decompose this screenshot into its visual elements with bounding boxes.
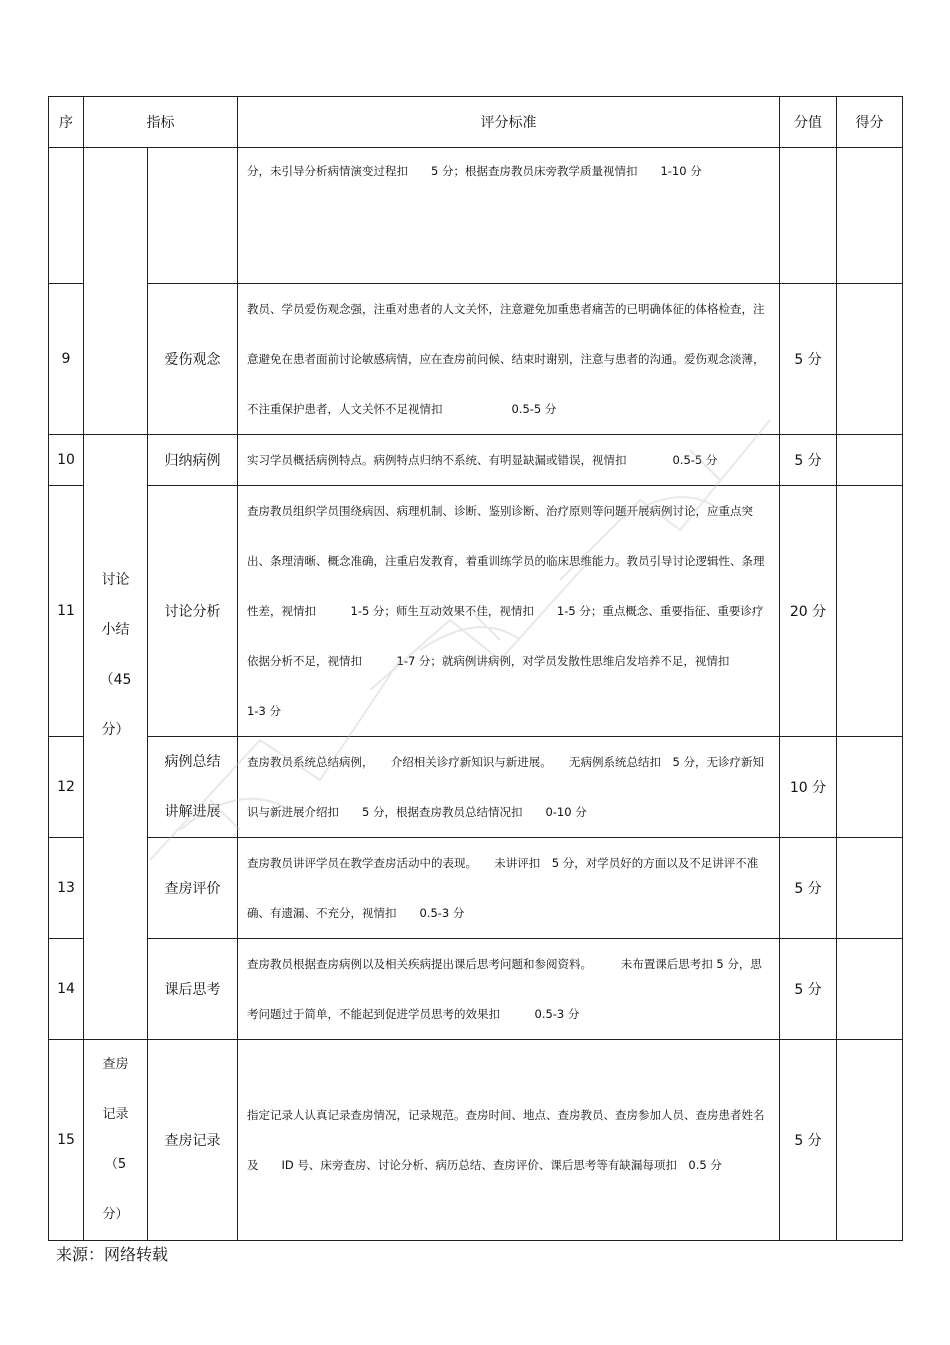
table-row xyxy=(49,435,903,486)
table-row xyxy=(49,939,903,1040)
row-seq: 9 xyxy=(49,284,84,435)
table-row xyxy=(49,1040,903,1241)
row-seq: 15 xyxy=(49,1040,84,1241)
row-score xyxy=(837,1040,903,1241)
row-indicator-label: 病例总结讲解进展 xyxy=(164,754,221,820)
row-indicator: 查房记录 xyxy=(148,1040,238,1241)
header-criteria: 评分标准 xyxy=(238,97,780,148)
source-note: 来源：网络转载 xyxy=(56,1245,169,1264)
row-indicator: 讨论分析 xyxy=(148,486,238,737)
row-indicator: 爱伤观念 xyxy=(148,284,238,435)
header-indicator: 指标 xyxy=(84,97,238,148)
row-value: 5 分 xyxy=(780,284,837,435)
scoring-table xyxy=(48,96,903,1241)
row-value: 5 分 xyxy=(780,1040,837,1241)
row-value: 20 分 xyxy=(780,486,837,737)
row-score xyxy=(837,148,903,284)
category-discussion xyxy=(84,435,148,1040)
row-score xyxy=(837,939,903,1040)
row-indicator xyxy=(148,737,238,838)
header-value: 分值 xyxy=(780,97,837,148)
row-seq: 13 xyxy=(49,838,84,939)
row-indicator: 课后思考 xyxy=(148,939,238,1040)
table-row xyxy=(49,284,903,435)
row-score xyxy=(837,838,903,939)
table-header-row xyxy=(49,97,903,148)
header-seq: 序 xyxy=(49,97,84,148)
row-value: 5 分 xyxy=(780,838,837,939)
category-discussion-label: 讨论小结（45分） xyxy=(99,572,132,738)
row-value: 10 分 xyxy=(780,737,837,838)
row-score xyxy=(837,737,903,838)
row-score xyxy=(837,435,903,486)
row-criteria: 实习学员概括病例特点。病例特点归纳不系统、有明显缺漏或错误，视情扣 0.5-5 分 xyxy=(238,435,780,486)
row-value: 5 分 xyxy=(780,435,837,486)
table-row xyxy=(49,148,903,284)
row-criteria: 查房教员根据查房病例以及相关疾病提出课后思考问题和参阅资料。 未布置课后思考扣 5 分，思考问题过于简单，不能起到促进学员思考的效果扣 0.5-3 分 xyxy=(238,939,780,1040)
row-criteria: 查房教员讲评学员在教学查房活动中的表现。 未讲评扣 5 分，对学员好的方面以及不足讲评不准确、有遗漏、不充分，视情扣 0.5-3 分 xyxy=(238,838,780,939)
table-row xyxy=(49,838,903,939)
table-row xyxy=(49,486,903,737)
row-indicator: 查房评价 xyxy=(148,838,238,939)
row-criteria: 教员、学员爱伤观念强，注重对患者的人文关怀，注意避免加重患者痛苦的已明确体征的体格检查，注意避免在患者面前讨论敏感病情，应在查房前问候、结束时谢别，注意与患者的沟通。爱伤观念淡薄，不注重保护患者，人文关怀不足视情扣 0.5-5 分 xyxy=(238,284,780,435)
row-criteria: 分，未引导分析病情演变过程扣 5 分；根据查房教员床旁教学质量视情扣 1-10 分 xyxy=(238,148,780,284)
row-seq xyxy=(49,148,84,284)
row-score xyxy=(837,284,903,435)
row-criteria: 查房教员系统总结病例， 介绍相关诊疗新知识与新进展。 无病例系统总结扣 5 分，无诊疗新知识与新进展介绍扣 5 分，根据查房教员总结情况扣 0-10 分 xyxy=(238,737,780,838)
row-score xyxy=(837,486,903,737)
row-indicator xyxy=(148,148,238,284)
row-seq: 14 xyxy=(49,939,84,1040)
row-seq: 11 xyxy=(49,486,84,737)
header-score: 得分 xyxy=(837,97,903,148)
row-value xyxy=(780,148,837,284)
row-seq: 10 xyxy=(49,435,84,486)
row-indicator: 归纳病例 xyxy=(148,435,238,486)
row-criteria: 查房教员组织学员围绕病因、病理机制、诊断、鉴别诊断、治疗原则等问题开展病例讨论，应重点突出、条理清晰、概念准确，注重启发教育，着重训练学员的临床思维能力。教员引导讨论逻辑性、条理性差，视情扣 1-5 分；师生互动效果不佳，视情扣 1-5 分；重点概念、重要指征、重要诊疗依据分析不足，视情扣 1-7 分；就病例讲病例，对学员发散性思维启发培养不足，视情扣 1-3 分 xyxy=(238,486,780,737)
row-criteria: 指定记录人认真记录查房情况，记录规范。查房时间、地点、查房教员、查房参加人员、查房患者姓名及 ID 号、床旁查房、讨论分析、病历总结、查房评价、课后思考等有缺漏每项扣 0.5 分 xyxy=(238,1040,780,1241)
category-record xyxy=(84,1040,148,1241)
row-seq: 12 xyxy=(49,737,84,838)
category-cell-prev xyxy=(84,148,148,435)
table-row xyxy=(49,737,903,838)
row-value: 5 分 xyxy=(780,939,837,1040)
category-record-label: 查房记录（5分） xyxy=(102,1057,129,1222)
